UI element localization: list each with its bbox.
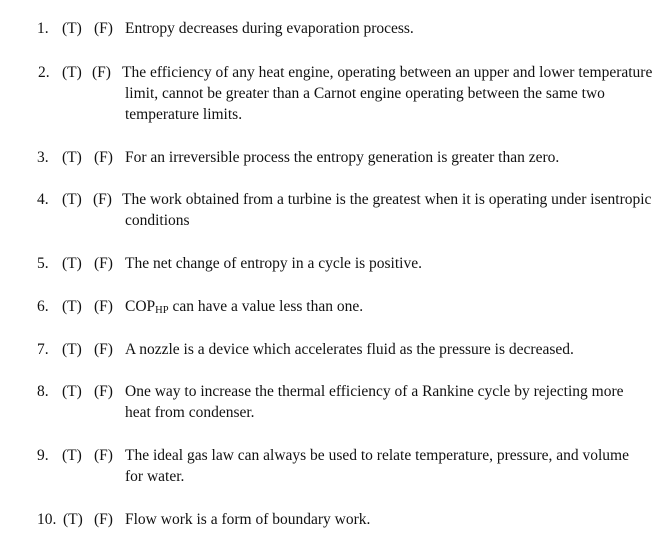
- true-option[interactable]: (T): [62, 64, 82, 81]
- false-option[interactable]: (F): [94, 511, 113, 528]
- question-text: One way to increase the thermal efficiency of a Rankine cycle by rejecting more: [125, 383, 624, 400]
- question-number: 9.: [37, 447, 49, 464]
- question-text: A nozzle is a device which accelerates fluid as the pressure is decreased.: [125, 341, 574, 358]
- question-text: The efficiency of any heat engine, operating between an upper and lower temperature: [122, 64, 653, 81]
- question-text: Entropy decreases during evaporation process.: [125, 20, 414, 37]
- question-text-continued: limit, cannot be greater than a Carnot engine operating between the same two: [125, 85, 605, 102]
- true-option[interactable]: (T): [62, 383, 82, 400]
- cop-subscript: HP: [155, 305, 169, 316]
- question-text-continued: temperature limits.: [125, 106, 243, 123]
- false-option[interactable]: (F): [94, 341, 113, 358]
- false-option[interactable]: (F): [94, 447, 113, 464]
- question-text-continued: heat from condenser.: [125, 404, 255, 421]
- cop-symbol: COP: [125, 298, 156, 315]
- question-number: 1.: [37, 20, 49, 37]
- true-option[interactable]: (T): [62, 149, 82, 166]
- true-option[interactable]: (T): [62, 255, 82, 272]
- question-number: 2.: [38, 64, 50, 81]
- false-option[interactable]: (F): [94, 149, 113, 166]
- true-option[interactable]: (T): [62, 191, 82, 208]
- question-text-rest: can have a value less than one.: [168, 298, 364, 315]
- question-text: The work obtained from a turbine is the greatest when it is operating under isentropic: [122, 191, 652, 208]
- true-option[interactable]: (T): [62, 341, 82, 358]
- question-text: The net change of entropy in a cycle is positive.: [125, 255, 422, 272]
- false-option[interactable]: (F): [93, 191, 112, 208]
- false-option[interactable]: (F): [92, 64, 111, 81]
- question-number: 7.: [37, 341, 49, 358]
- question-number: 3.: [37, 149, 49, 166]
- question-number: 8.: [37, 383, 49, 400]
- question-text: The ideal gas law can always be used to relate temperature, pressure, and volume: [125, 447, 629, 464]
- question-number: 4.: [37, 191, 49, 208]
- false-option[interactable]: (F): [94, 298, 113, 315]
- question-text-continued: conditions: [125, 212, 190, 229]
- question-text: [125, 296, 363, 321]
- question-number: 5.: [37, 255, 49, 272]
- question-number: 10.: [37, 511, 57, 528]
- true-option[interactable]: (T): [62, 298, 82, 315]
- true-option[interactable]: (T): [62, 20, 82, 37]
- question-text: For an irreversible process the entropy generation is greater than zero.: [125, 149, 560, 166]
- question-number: 6.: [37, 298, 49, 315]
- false-option[interactable]: (F): [94, 20, 113, 37]
- false-option[interactable]: (F): [94, 383, 113, 400]
- false-option[interactable]: (F): [94, 255, 113, 272]
- true-option[interactable]: (T): [63, 511, 83, 528]
- question-text: Flow work is a form of boundary work.: [125, 511, 371, 528]
- true-option[interactable]: (T): [62, 447, 82, 464]
- question-text-continued: for water.: [125, 468, 185, 485]
